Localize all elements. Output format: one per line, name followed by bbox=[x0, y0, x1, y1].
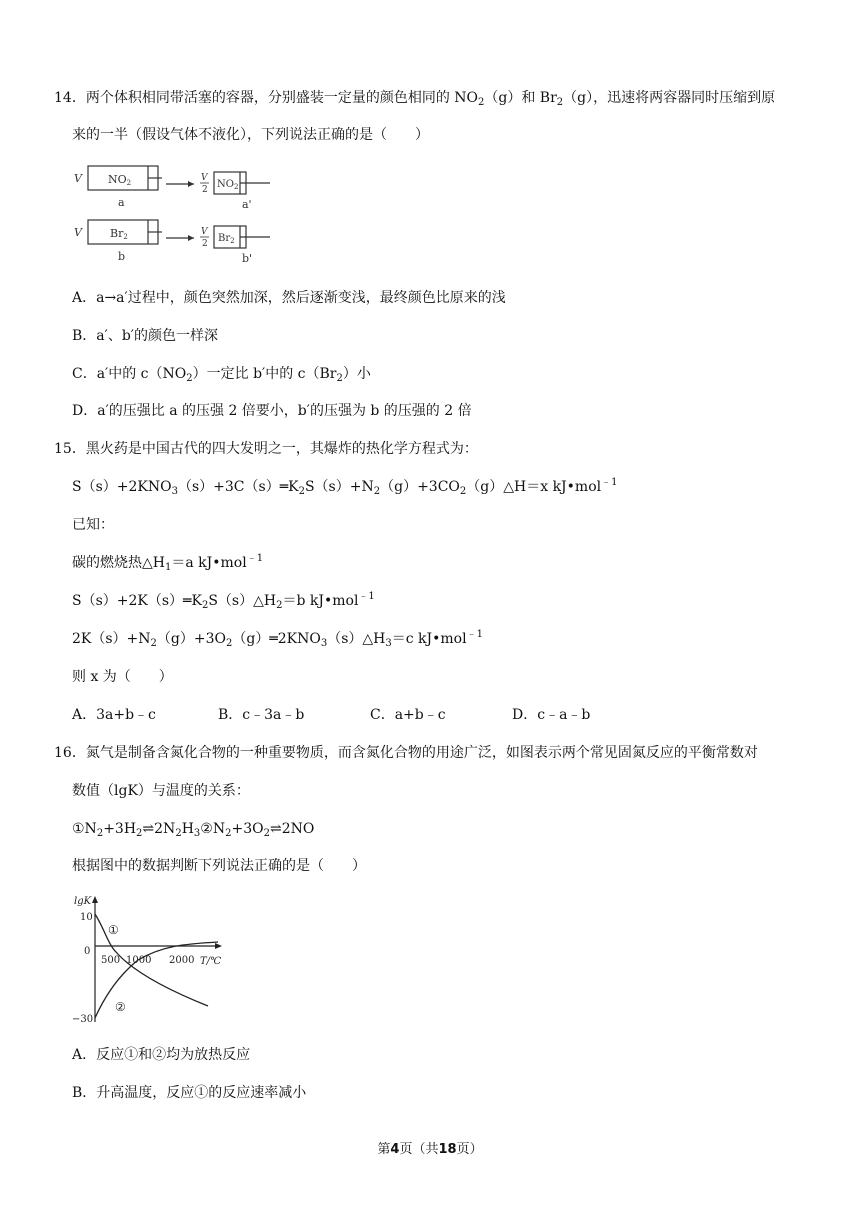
label-a: a bbox=[118, 196, 125, 209]
q15-option-b: B．c﹣3a﹣b bbox=[218, 707, 305, 723]
page-footer: 第4页（共18页） bbox=[377, 1142, 483, 1157]
q14-option-c: C．a′中的 $c(NO_2)$一定比 b′中的 $c(Br_2)$小 bbox=[72, 366, 371, 384]
half-v-num-a: V bbox=[201, 173, 208, 183]
label-b: b bbox=[118, 250, 126, 263]
q15-stem: 15．黑火药是中国古代的四大发明之一，其爆炸的热化学方程式为： bbox=[54, 441, 478, 457]
q15-option-a: A．3a+b﹣c bbox=[72, 707, 156, 723]
y-axis-label: lgK bbox=[74, 896, 92, 907]
gas-br2-b2: $Br_2$ bbox=[218, 233, 235, 245]
q14-stem-line1: 14．两个体积相同带活塞的容器，分别盛装一定量的颜色相同的 $NO_2(g)$和 $Br_2(g)$，迅速将两容器同时压缩到原 bbox=[54, 90, 776, 108]
label-b2: b' bbox=[242, 252, 253, 265]
q15-ask: 则 x 为（ ） bbox=[72, 669, 173, 685]
q15-main-equation: $S(s)+2KNO_3(s)+3C(s)═K_2S(s)+N_2(g)+3CO_2(g)\triangle H=x$ kJ•mol$^{﹣1}$ bbox=[72, 477, 618, 497]
v-label-a: V bbox=[74, 172, 82, 185]
q15-equation-1: 碳的燃烧热$\triangle H_1=a$ kJ•mol$^{﹣1}$ bbox=[72, 553, 264, 573]
curve-2-label: ② bbox=[115, 1000, 126, 1014]
q14-option-a: A．a→a′过程中，颜色突然加深，然后逐渐变浅，最终颜色比原来的浅 bbox=[72, 290, 506, 306]
q14-option-b: B．a′、b′的颜色一样深 bbox=[72, 328, 218, 344]
y-tick-minus30: −30 bbox=[72, 1014, 94, 1025]
q16-option-a: A．反应①和②均为放热反应 bbox=[72, 1047, 251, 1063]
q15-known: 已知： bbox=[72, 517, 114, 533]
q15-equation-2: $S(s)+2K(s)═K_2S(s)\triangle H_2=b$ kJ•mol$^{﹣1}$ bbox=[72, 591, 375, 611]
x-axis-label: T/℃ bbox=[200, 956, 222, 967]
q15-option-c: C．a+b﹣c bbox=[370, 707, 446, 723]
half-v-den-a: 2 bbox=[202, 185, 208, 195]
y-tick-0: 0 bbox=[84, 946, 91, 957]
q16-stem-line2: 数值（lgK）与温度的关系： bbox=[72, 783, 250, 799]
q16-reactions: $①N_2+3H_2\rightleftharpoons 2N_2H_3②N_2+3O_2\rightleftharpoons 2NO$ bbox=[72, 821, 315, 839]
x-tick-1000: 1000 bbox=[126, 955, 152, 966]
q15-equation-3: $2K(s)+N_2(g)+3O_2(g)═2KNO_3(s)\triangle H_3=c$ kJ•mol$^{﹣1}$ bbox=[72, 629, 483, 649]
y-tick-10: 10 bbox=[80, 912, 93, 923]
q14-stem-line2: 来的一半（假设气体不液化），下列说法正确的是（ ） bbox=[72, 127, 429, 143]
q14-option-d: D．a′的压强比 a 的压强 2 倍要小，b′的压强为 b 的压强的 2 倍 bbox=[72, 403, 472, 419]
gas-br2-b: Br2 bbox=[110, 227, 128, 241]
x-tick-2000: 2000 bbox=[169, 955, 195, 966]
q15-option-d: D．c﹣a﹣b bbox=[512, 707, 591, 723]
curve-reaction-2 bbox=[95, 942, 218, 1018]
label-a2: a' bbox=[242, 198, 252, 211]
syringe-figure bbox=[70, 162, 280, 272]
gas-no2-a: NO2 bbox=[108, 173, 132, 187]
curve-1-label: ① bbox=[108, 923, 119, 937]
lgk-temperature-graph bbox=[68, 890, 238, 1030]
gas-no2-a2: $NO_2$ bbox=[217, 179, 239, 191]
half-v-num-b: V bbox=[201, 227, 208, 237]
x-tick-500: 500 bbox=[101, 955, 121, 966]
half-v-den-b: 2 bbox=[202, 239, 208, 249]
v-label-b: V bbox=[74, 226, 82, 239]
q16-ask: 根据图中的数据判断下列说法正确的是（ ） bbox=[72, 858, 366, 874]
q16-option-b: B．升高温度，反应①的反应速率减小 bbox=[72, 1085, 307, 1101]
q16-stem-line1: 16．氮气是制备含氮化合物的一种重要物质，而含氮化合物的用途广泛，如图表示两个常见固氮反应的平衡常数对 bbox=[54, 745, 758, 761]
